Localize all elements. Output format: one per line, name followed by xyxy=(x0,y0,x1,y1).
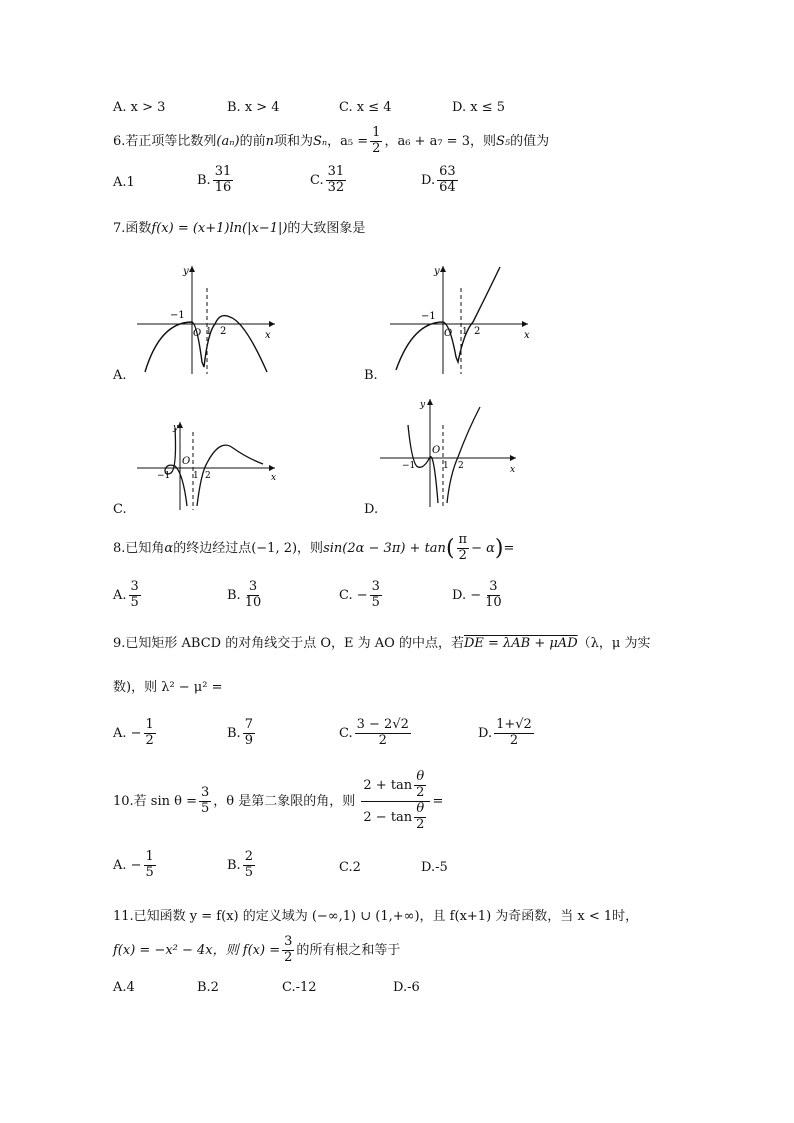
q7-b-x-label: x xyxy=(524,330,530,341)
q7-c-x-label: x xyxy=(271,473,277,483)
q7-c-tick-neg1: −1 xyxy=(157,471,171,481)
q6-text: 6.若正项等比数列 xyxy=(113,133,217,149)
q7-a-tick-2: 2 xyxy=(220,326,227,337)
q6-cond: ，a₆ + a₇ = 3，则 xyxy=(384,133,496,149)
q10-stem: 10.若 sin θ = $\frac{3}{5}$ ，θ 是第二象限的角，则 2 + tan $\frac{\theta}{2}$ 2 − tan $\frac{\theta}{2}$ = xyxy=(113,769,444,832)
q9-option-a: A. − $\frac{1}{2}$ xyxy=(113,717,154,748)
q9-vector-expression: DE = λAB + μAD xyxy=(463,636,578,651)
q10-option-d: D.-5 xyxy=(421,860,448,875)
q11-option-d: D.-6 xyxy=(393,980,420,995)
q10-option-c: C.2 xyxy=(339,860,361,875)
q6-s5: S₅ xyxy=(495,133,511,149)
q6-text: 的前 xyxy=(239,133,266,149)
q7-c-y-label: y xyxy=(173,423,179,433)
q7-label-a: A. xyxy=(113,368,127,383)
q7-a-x-label: x xyxy=(265,330,271,341)
q11-option-a: A.4 xyxy=(113,980,135,995)
q6-cond: ，a₅ = xyxy=(327,133,369,149)
q7-a-tick-neg1: −1 xyxy=(170,310,185,321)
q7-formula: f(x) = (x+1)ln(|x−1|) xyxy=(151,221,288,236)
q5-option-b: B. x > 4 xyxy=(227,100,280,115)
q5-option-d: D. x ≤ 5 xyxy=(452,100,505,115)
q5-option-a: A. x > 3 xyxy=(113,100,166,115)
q7-c-tick-1: 1 xyxy=(193,471,199,481)
q6-option-d: D. $\frac{63}{64}$ xyxy=(421,164,456,195)
q7-graph-c xyxy=(135,418,285,513)
q7-graph-d xyxy=(378,395,523,510)
q7-c-origin: O xyxy=(182,456,191,467)
q7-d-tick-2: 2 xyxy=(458,461,464,471)
q10-option-b: B. $\frac{2}{5}$ xyxy=(227,849,253,880)
q9-option-c: C. $\frac{3 - 2√2}{2}$ xyxy=(339,717,409,748)
q6-sn: Sₙ xyxy=(312,133,328,149)
q7-graph-b xyxy=(388,262,538,377)
q7-graph-a xyxy=(135,262,285,377)
q7-b-tick-1: 1 xyxy=(462,327,468,337)
q10-main-fraction: 2 + tan $\frac{\theta}{2}$ 2 − tan $\frac{\theta}{2}$ xyxy=(361,770,430,833)
q7-d-tick-neg1: −1 xyxy=(402,461,416,471)
q7-label-b: B. xyxy=(364,368,378,383)
q6-n: n xyxy=(265,133,274,149)
q7-b-origin: O xyxy=(444,328,453,339)
q11-stem-line2: f(x) = −x² − 4x，则 f(x) = $\frac{3}{2}$ 的所有根之和等于 xyxy=(113,934,401,965)
q7-d-origin: O xyxy=(432,445,441,456)
q5-option-c: C. x ≤ 4 xyxy=(339,100,392,115)
q10-option-a: A. − $\frac{1}{5}$ xyxy=(113,849,154,880)
q6-seq: (aₙ) xyxy=(216,133,240,149)
q8-stem: 8.已知角α的终边经过点(−1, 2)，则sin(2α − 3π) + tan( $\frac{\pi}{2}$ − α)= xyxy=(113,532,515,563)
q9-option-d: D. $\frac{1+√2}{2}$ xyxy=(478,717,532,748)
q7-b-tick-neg1: −1 xyxy=(421,311,436,322)
q11-option-b: B.2 xyxy=(197,980,219,995)
q6-text: 的值为 xyxy=(510,133,550,149)
q6-stem xyxy=(113,126,549,157)
q7-d-y-label: y xyxy=(420,400,426,410)
q7-b-y-label: y xyxy=(434,266,440,277)
q11-option-c: C.-12 xyxy=(282,980,317,995)
q8-option-c: C. − $\frac{3}{5}$ xyxy=(339,579,380,610)
q9-stem-line2: 数)，则 λ² − μ² = xyxy=(113,680,223,695)
q8-option-d: D. − $\frac{3}{10}$ xyxy=(452,579,502,610)
q9-option-b: B. $\frac{7}{9}$ xyxy=(227,717,253,748)
q7-a-tick-1: 1 xyxy=(206,327,212,337)
q6-option-a: A.1 xyxy=(113,175,135,190)
q8-option-a: A. $\frac{3}{5}$ xyxy=(113,579,139,610)
q7-d-x-label: x xyxy=(510,465,516,475)
q9-stem-line1: 9.已知矩形 ABCD 的对角线交于点 O，E 为 AO 的中点，若DE = λAB + μAD（λ，μ 为实 xyxy=(113,636,651,651)
q7-c-tick-2: 2 xyxy=(205,471,211,481)
q6-half: $\frac{1}{2}$ xyxy=(372,125,381,156)
q7-d-tick-1: 1 xyxy=(443,461,449,471)
q7-a-origin: O xyxy=(193,328,202,339)
q6-text: 项和为 xyxy=(273,133,313,149)
q7-label-c: C. xyxy=(113,502,127,517)
q11-stem-line1: 11.已知函数 y = f(x) 的定义域为 (−∞,1) ∪ (1,+∞)，且 f(x+1) 为奇函数，当 x < 1时， xyxy=(113,909,639,924)
q6-option-c: C. $\frac{31}{32}$ xyxy=(310,164,345,195)
q6-option-b: B. $\frac{31}{16}$ xyxy=(197,164,232,195)
q7-stem: 7.函数f(x) = (x+1)ln(|x−1|)的大致图象是 xyxy=(113,221,366,236)
q7-a-y-label: y xyxy=(183,266,189,277)
q7-b-tick-2: 2 xyxy=(474,326,481,337)
q8-option-b: B. $\frac{3}{10}$ xyxy=(227,579,262,610)
q7-label-d: D. xyxy=(364,502,379,517)
